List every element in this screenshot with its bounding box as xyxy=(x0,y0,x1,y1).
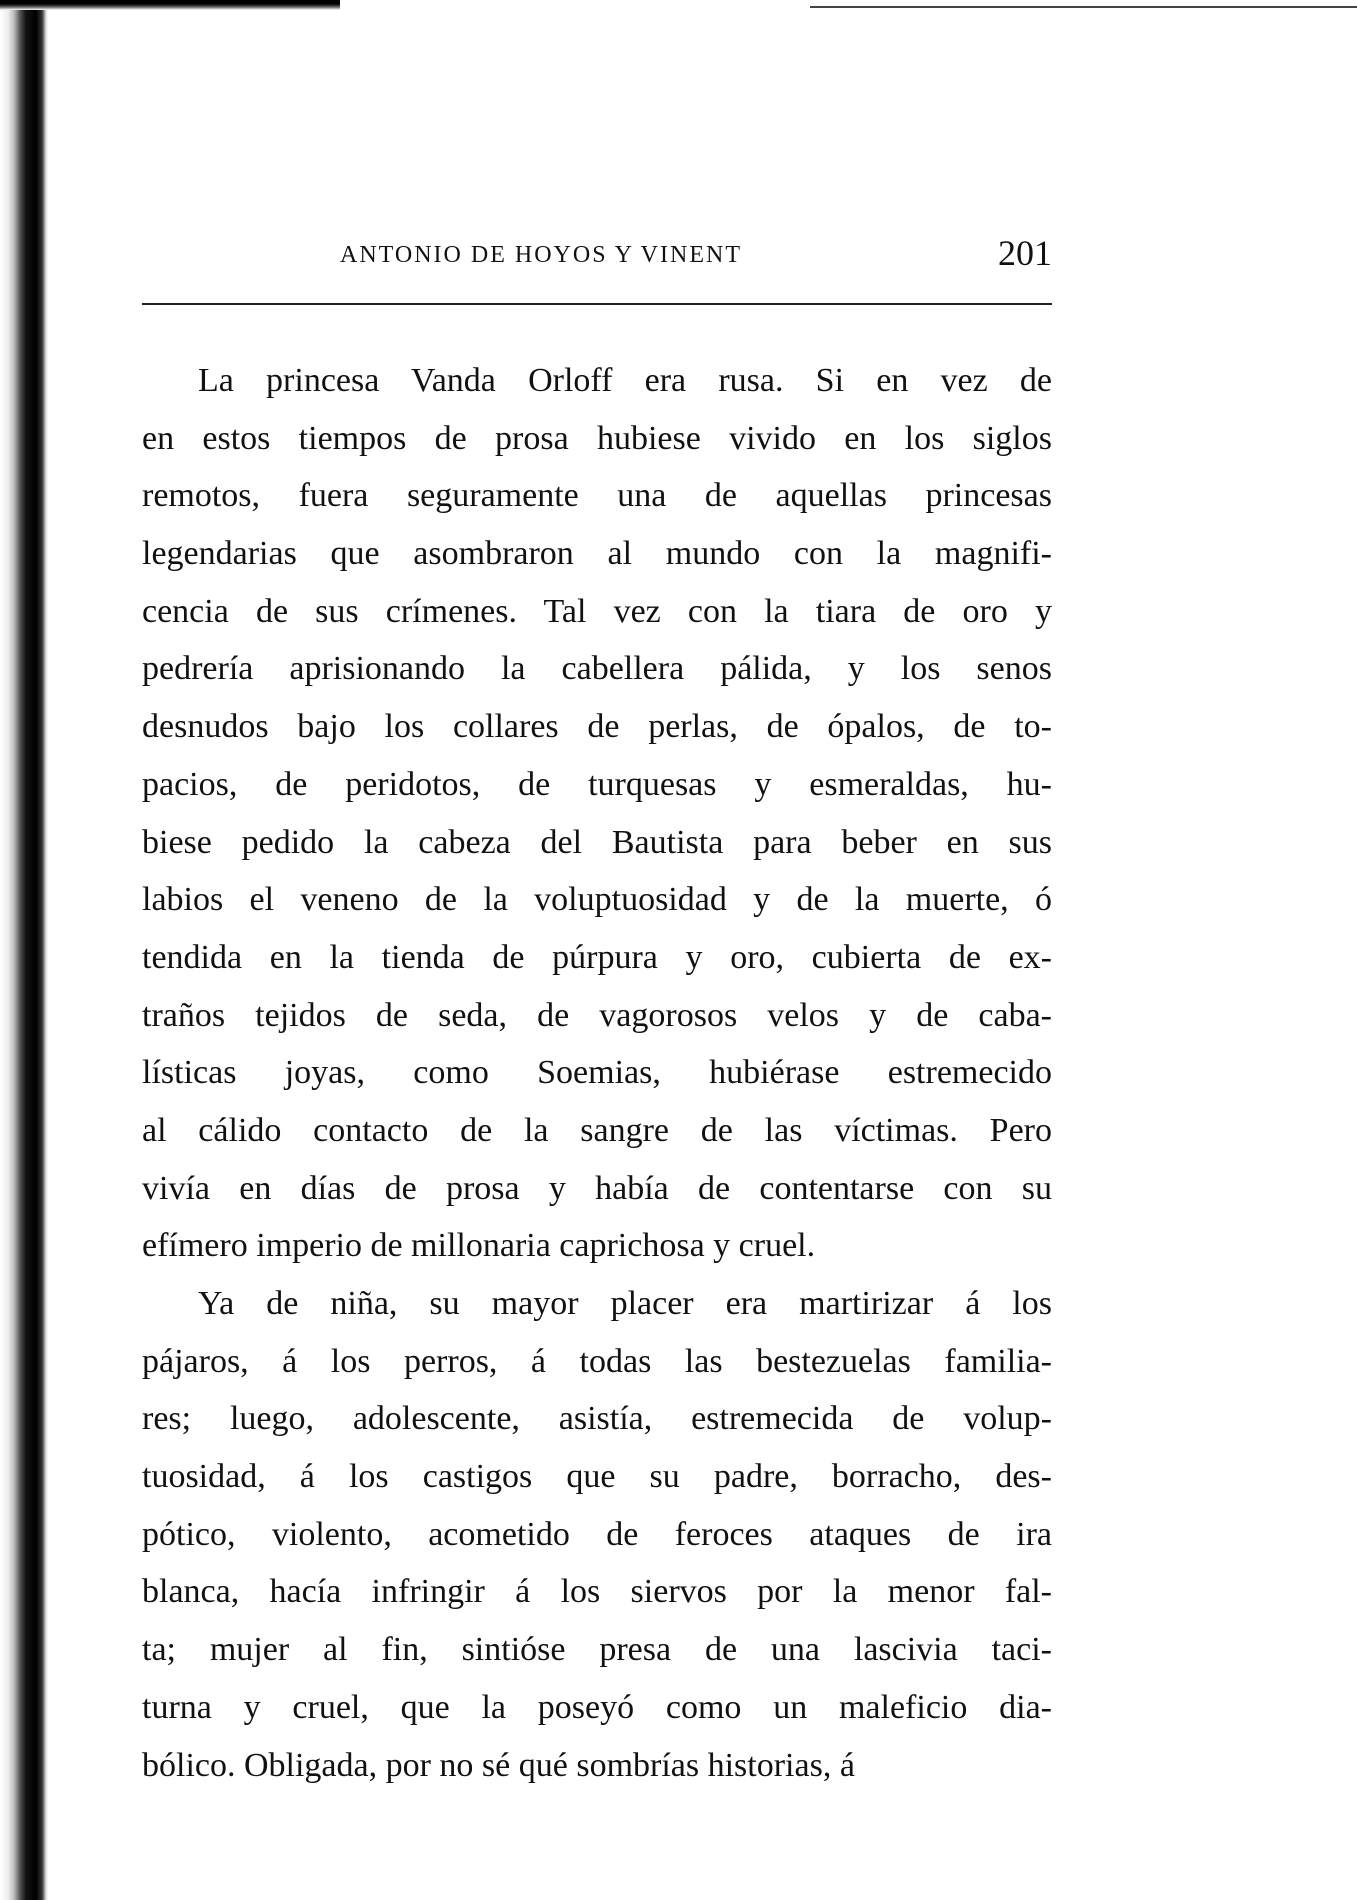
scan-edge-line xyxy=(810,6,1357,8)
text-line: La princesa Vanda Orloff era rusa. Si en vez de xyxy=(198,362,1052,399)
text-line: pájaros, á los perros, á todas las bestezuelas familia- xyxy=(142,1342,1052,1380)
text-line: pótico, violento, acometido de feroces ataques de ira xyxy=(142,1515,1052,1553)
text-line: tendida en la tienda de púrpura y oro, cubierta de ex- xyxy=(142,938,1052,976)
running-title: ANTONIO DE HOYOS Y VINENT xyxy=(340,242,742,268)
header-rule xyxy=(142,303,1052,305)
text-line: legendarias que asombraron al mundo con la magnifi- xyxy=(142,535,1052,573)
text-line: biese pedido la cabeza del Bautista para beber en sus xyxy=(142,823,1052,861)
text-line: Ya de niña, su mayor placer era martirizar á los xyxy=(198,1285,1052,1322)
text-line: vivía en días de prosa y había de contentarse con su xyxy=(142,1169,1052,1207)
page-header xyxy=(142,233,1052,276)
text-line: efímero imperio de millonaria caprichosa y cruel. xyxy=(142,1227,816,1265)
text-line: desnudos bajo los collares de perlas, de ópalos, de to- xyxy=(142,708,1052,746)
paragraph xyxy=(142,352,1052,1275)
text-line: blanca, hacía infringir á los siervos por la menor fal- xyxy=(142,1573,1052,1611)
page-number: 201 xyxy=(998,233,1052,273)
text-line: cencia de sus crímenes. Tal vez con la tiara de oro y xyxy=(142,592,1052,630)
text-line: ta; mujer al fin, sintióse presa de una lascivia taci- xyxy=(142,1631,1052,1669)
text-line: labios el veneno de la voluptuosidad y de la muerte, ó xyxy=(142,881,1052,919)
book-binding-edge xyxy=(0,0,48,1900)
text-line: tuosidad, á los castigos que su padre, borracho, des- xyxy=(142,1458,1052,1496)
text-line: pacios, de peridotos, de turquesas y esmeraldas, hu- xyxy=(142,765,1052,803)
text-line: res; luego, adolescente, asistía, estremecida de volup- xyxy=(142,1400,1052,1438)
text-line: bólico. Obligada, por no sé qué sombrías historias, á xyxy=(142,1746,855,1784)
page-body xyxy=(142,352,1052,1794)
scan-edge-mark xyxy=(0,0,340,10)
text-line: al cálido contacto de la sangre de las víctimas. Pero xyxy=(142,1111,1052,1149)
paragraph xyxy=(142,1275,1052,1794)
text-line: turna y cruel, que la poseyó como un maleficio dia- xyxy=(142,1688,1052,1726)
text-line: remotos, fuera seguramente una de aquellas princesas xyxy=(142,477,1052,515)
text-line: lísticas joyas, como Soemias, hubiérase estremecido xyxy=(142,1054,1052,1092)
text-line: traños tejidos de seda, de vagorosos velos y de caba- xyxy=(142,996,1052,1034)
text-line: en estos tiempos de prosa hubiese vivido en los siglos xyxy=(142,419,1052,457)
text-line: pedrería aprisionando la cabellera pálida, y los senos xyxy=(142,650,1052,688)
